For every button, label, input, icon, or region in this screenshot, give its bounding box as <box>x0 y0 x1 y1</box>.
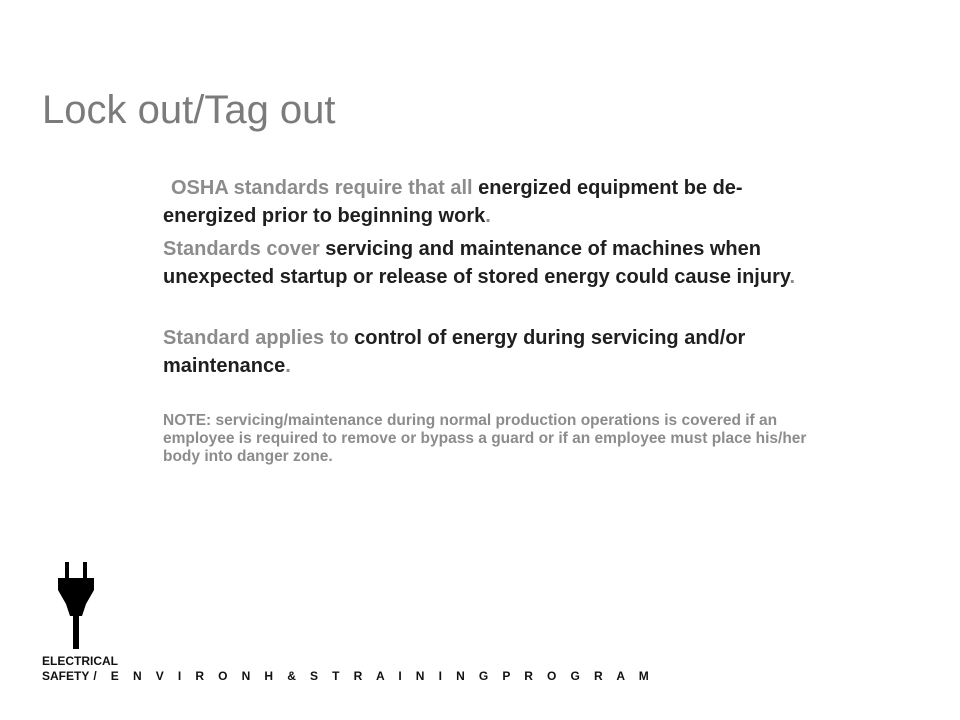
paragraph-osha-standards <box>163 174 823 230</box>
note-text: NOTE: servicing/maintenance during normal production operations is covered if an employee is required to remove or bypass a guard or if an employee must place his/her body into danger zone. <box>163 412 807 465</box>
footer-safety-line <box>42 669 654 684</box>
paragraph-lead: Standards cover <box>163 238 326 260</box>
paragraph-emphasis: energized equipment be de-energized prior to beginning work <box>163 177 743 227</box>
paragraph-tail: . <box>789 266 796 288</box>
slide-title: Lock out/Tag out <box>42 88 336 132</box>
paragraph-emphasis: control of energy during servicing and/or maintenance <box>163 327 746 377</box>
paragraph-standards-cover <box>163 235 823 291</box>
paragraph-lead: OSHA standards require that all <box>171 177 479 199</box>
footer <box>42 654 654 684</box>
footer-electrical: ELECTRICAL <box>42 654 118 668</box>
paragraph-tail: . <box>285 355 291 377</box>
paragraph-emphasis: servicing and maintenance of machines when unexpected startup or release of stored energy could cause injury <box>163 238 790 288</box>
paragraph-lead: Standard applies to <box>163 327 355 349</box>
paragraph-tail: . <box>485 205 491 227</box>
electrical-plug-icon <box>56 560 96 650</box>
paragraph-standard-applies <box>163 324 823 380</box>
footer-program: / E N V I R O N H & S T R A I N I N G P R O G R A M <box>93 669 655 683</box>
footer-safety: SAFETY <box>42 669 90 683</box>
